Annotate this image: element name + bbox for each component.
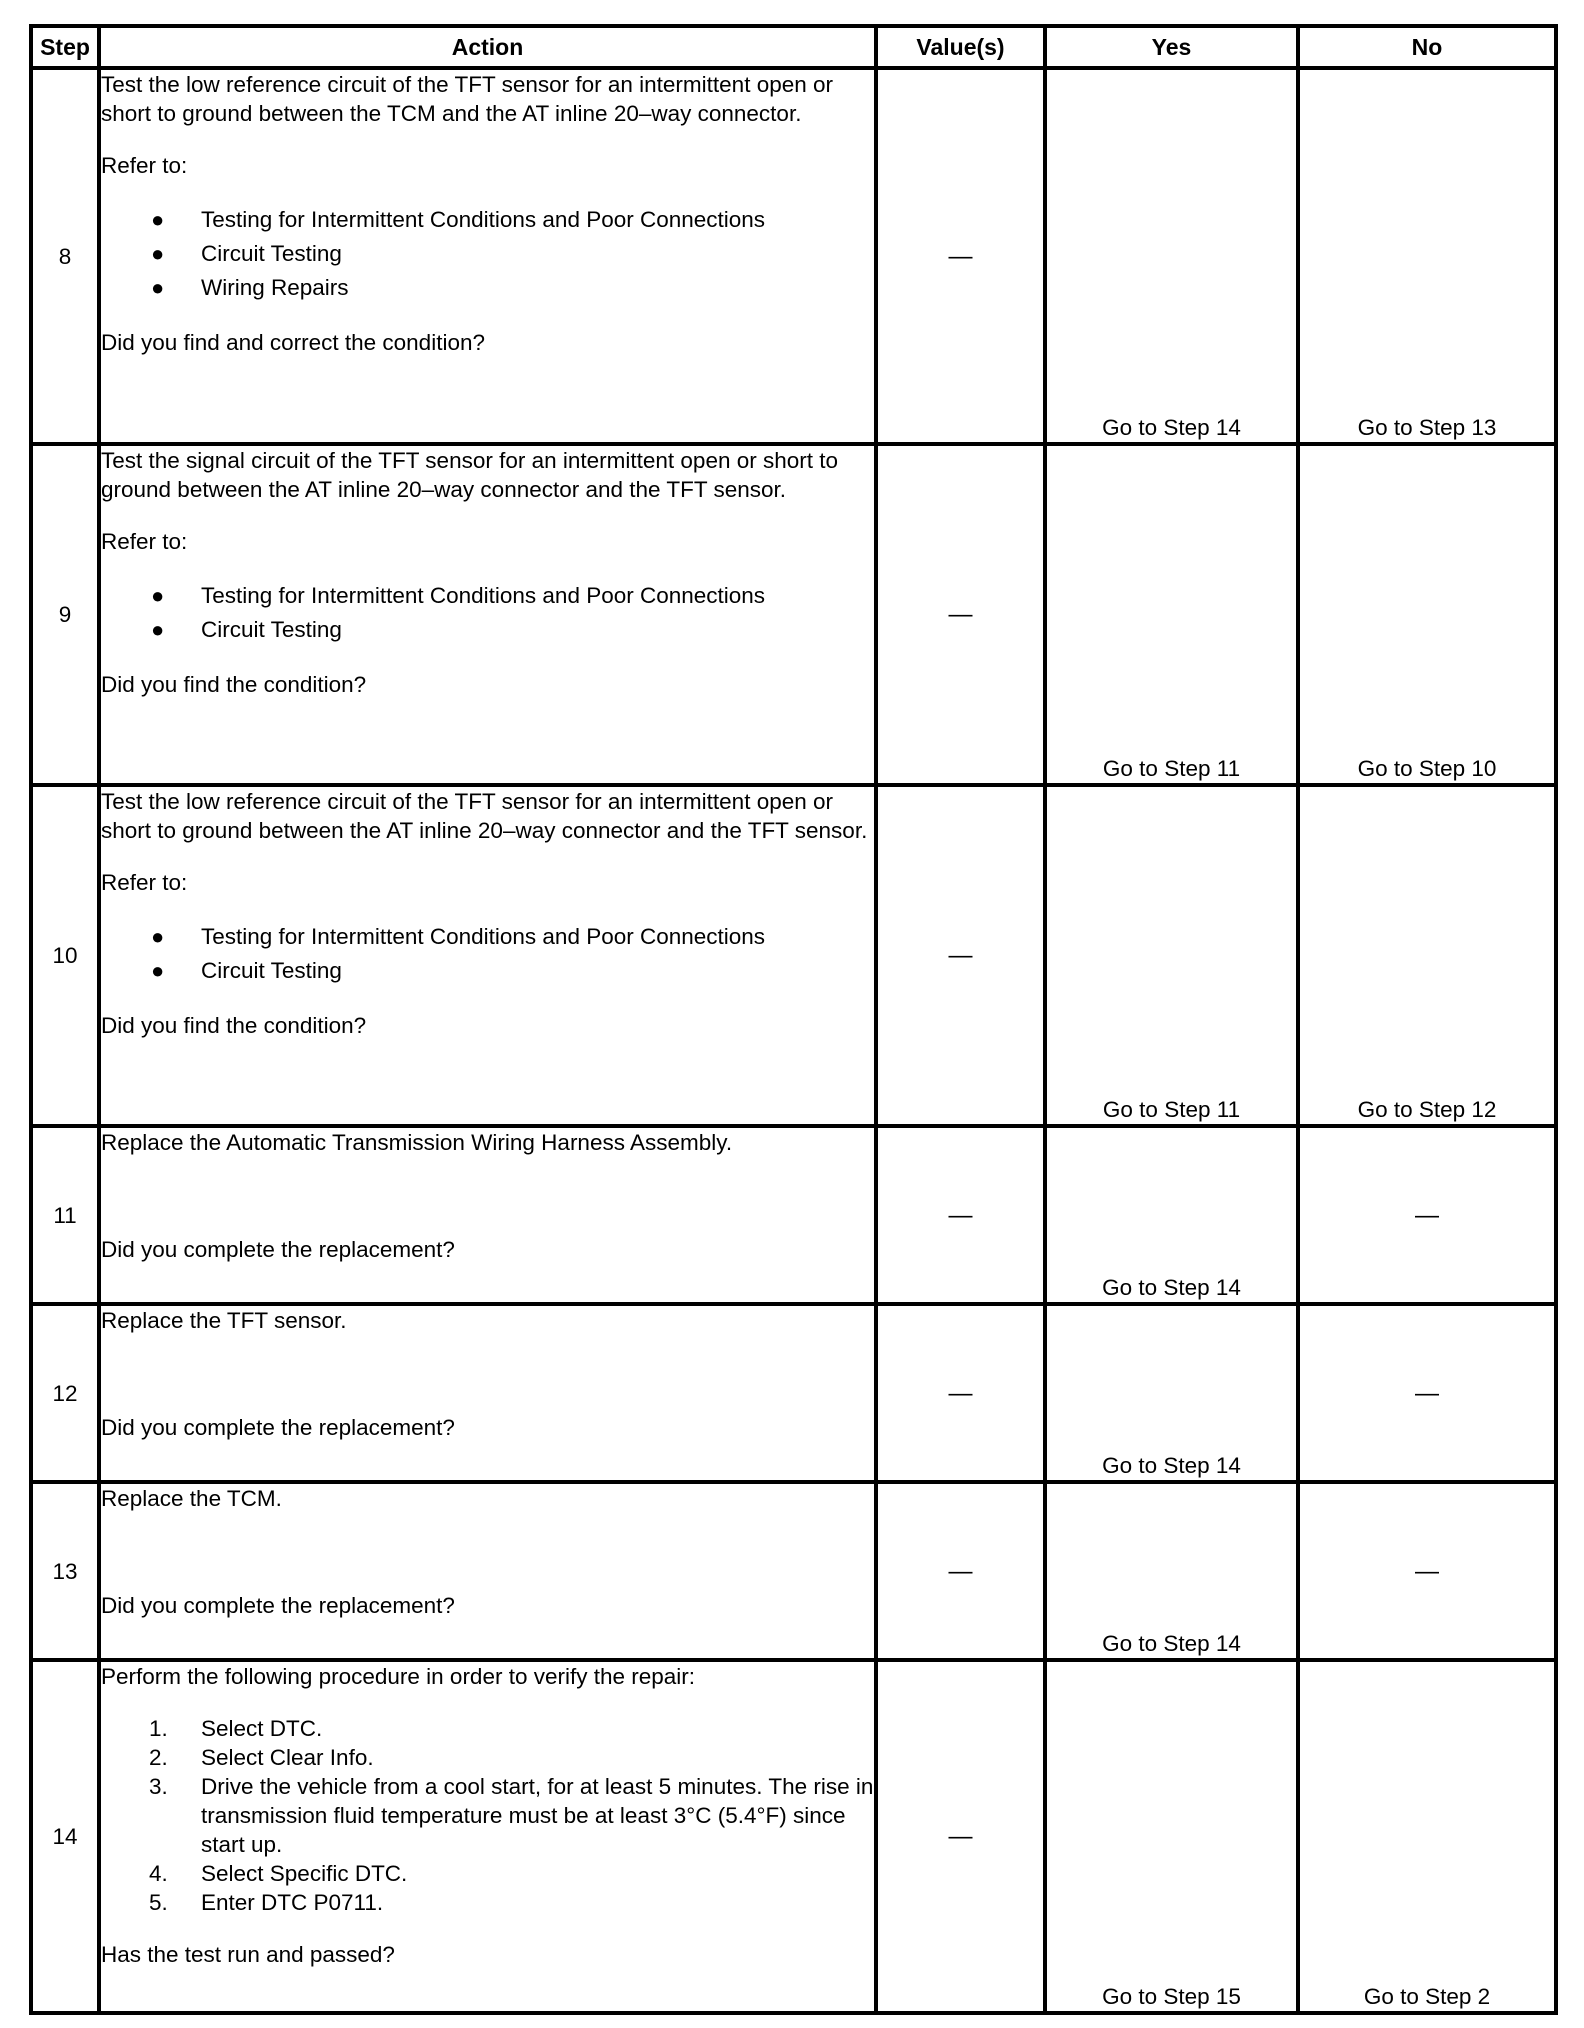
yes-link[interactable]: Go to Step 14 [1045, 68, 1298, 444]
action-cell [99, 1660, 876, 2013]
bullet-icon: ● [151, 275, 165, 300]
header-action: Action [99, 26, 876, 68]
reference-list [101, 920, 874, 988]
header-step: Step [31, 26, 99, 68]
action-cell [99, 785, 876, 1126]
step-number: 11 [31, 1126, 99, 1304]
value-cell: — [876, 1660, 1045, 2013]
question-text: Has the test run and passed? [101, 1942, 395, 1967]
reference-link[interactable]: ● Wiring Repairs [101, 271, 874, 305]
step-number: 10 [31, 785, 99, 1126]
step-number: 13 [31, 1482, 99, 1660]
question-text: Did you complete the replacement? [101, 1237, 455, 1262]
no-cell: — [1298, 1126, 1556, 1304]
step-number: 8 [31, 68, 99, 444]
header-values: Value(s) [876, 26, 1045, 68]
reference-list [101, 579, 874, 647]
no-cell: — [1298, 1304, 1556, 1482]
procedure-step: 3. Drive the vehicle from a cool start, for at least 5 minutes. The rise in transmission fluid temperature must be at least 3°C (5.4°F) since start up. [149, 1774, 874, 1857]
step-number: 9 [31, 444, 99, 785]
action-text: Replace the TFT sensor. [101, 1308, 347, 1333]
no-link[interactable]: Go to Step 2 [1298, 1660, 1556, 2013]
diagnostic-table [29, 24, 1558, 2015]
header-row [31, 26, 1556, 68]
yes-link[interactable]: Go to Step 11 [1045, 444, 1298, 785]
bullet-icon: ● [151, 207, 165, 232]
table-row [31, 68, 1556, 444]
bullet-icon: ● [151, 617, 165, 642]
procedure-step: 4. Select Specific DTC. [149, 1861, 408, 1886]
step-number: 14 [31, 1660, 99, 2013]
bullet-icon: ● [151, 958, 165, 983]
refer-to-label: Refer to: [101, 529, 188, 554]
refer-to-label: Refer to: [101, 153, 188, 178]
bullet-icon: ● [151, 924, 165, 949]
table-row [31, 1304, 1556, 1482]
reference-link[interactable]: ● Testing for Intermittent Conditions and Poor Connections [101, 920, 874, 954]
bullet-icon: ● [151, 583, 165, 608]
question-text: Did you find the condition? [101, 1013, 367, 1038]
question-text: Did you find and correct the condition? [101, 330, 485, 355]
reference-link[interactable]: ● Testing for Intermittent Conditions and Poor Connections [101, 203, 874, 237]
step-number: 12 [31, 1304, 99, 1482]
no-link[interactable]: Go to Step 12 [1298, 785, 1556, 1126]
action-cell [99, 444, 876, 785]
procedure-step: 5. Enter DTC P0711. [149, 1890, 384, 1915]
refer-to-label: Refer to: [101, 870, 188, 895]
no-link[interactable]: Go to Step 10 [1298, 444, 1556, 785]
no-cell: — [1298, 1482, 1556, 1660]
value-cell: — [876, 68, 1045, 444]
question-text: Did you find the condition? [101, 672, 367, 697]
value-cell: — [876, 1482, 1045, 1660]
action-cell [99, 1482, 876, 1660]
value-cell: — [876, 785, 1045, 1126]
value-cell: — [876, 1126, 1045, 1304]
header-yes: Yes [1045, 26, 1298, 68]
yes-link[interactable]: Go to Step 15 [1045, 1660, 1298, 2013]
procedure-step: 1. Select DTC. [149, 1716, 323, 1741]
reference-list [101, 203, 874, 305]
question-text: Did you complete the replacement? [101, 1593, 455, 1618]
action-text: Perform the following procedure in order to verify the repair: [101, 1664, 696, 1689]
yes-link[interactable]: Go to Step 14 [1045, 1482, 1298, 1660]
no-link[interactable]: Go to Step 13 [1298, 68, 1556, 444]
yes-link[interactable]: Go to Step 14 [1045, 1304, 1298, 1482]
yes-link[interactable]: Go to Step 14 [1045, 1126, 1298, 1304]
action-text: Test the low reference circuit of the TFT sensor for an intermittent open or short to ground between the AT inline 20–way connector and the TFT sensor. [101, 789, 868, 843]
procedure-step: 2. Select Clear Info. [149, 1745, 374, 1770]
header-no: No [1298, 26, 1556, 68]
reference-link[interactable]: ● Circuit Testing [101, 613, 874, 647]
action-text: Test the signal circuit of the TFT sensor for an intermittent open or short to ground between the AT inline 20–way connector and the TFT sensor. [101, 448, 839, 502]
value-cell: — [876, 444, 1045, 785]
reference-link[interactable]: ● Circuit Testing [101, 954, 874, 988]
value-cell: — [876, 1304, 1045, 1482]
table-row [31, 1126, 1556, 1304]
action-cell [99, 68, 876, 444]
procedure-list [101, 1714, 874, 1917]
reference-link[interactable]: ● Circuit Testing [101, 237, 874, 271]
yes-link[interactable]: Go to Step 11 [1045, 785, 1298, 1126]
question-text: Did you complete the replacement? [101, 1415, 455, 1440]
action-cell [99, 1304, 876, 1482]
table-row [31, 1482, 1556, 1660]
action-text: Replace the Automatic Transmission Wiring Harness Assembly. [101, 1130, 733, 1155]
table-row [31, 444, 1556, 785]
action-text: Replace the TCM. [101, 1486, 282, 1511]
table-row [31, 785, 1556, 1126]
action-cell [99, 1126, 876, 1304]
reference-link[interactable]: ● Testing for Intermittent Conditions and Poor Connections [101, 579, 874, 613]
action-text: Test the low reference circuit of the TFT sensor for an intermittent open or short to ground between the TCM and the AT inline 20–way connector. [101, 72, 834, 126]
table-row [31, 1660, 1556, 2013]
bullet-icon: ● [151, 241, 165, 266]
